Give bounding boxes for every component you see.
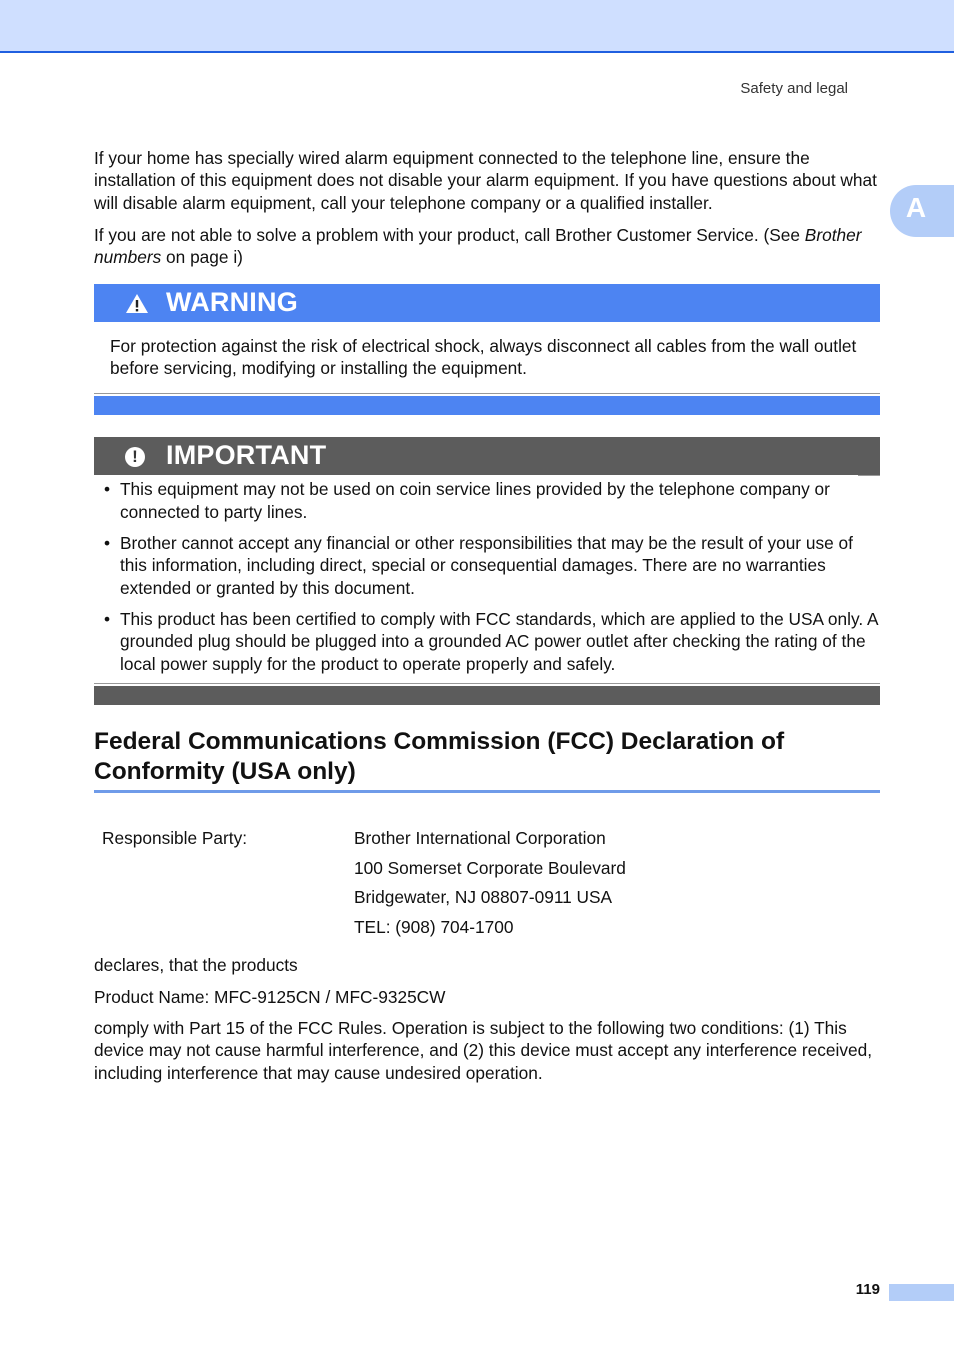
bullet: • [104,608,111,629]
brother-numbers-link[interactable]: Brother numbers [94,225,862,268]
list-item [94,532,880,600]
page-number-tab [889,1284,954,1301]
responsible-party-label: Responsible Party: [102,828,248,848]
warning-title: WARNING [166,287,298,317]
party-street: 100 Somerset Corporate Boulevard [354,857,626,878]
compliance-paragraph: comply with Part 15 of the FCC Rules. Operation is subject to the following two conditions: (1) This device may not cause harmful interference, and (2) this device must accept any interference received, including interference that may cause undesired operation. [94,1018,873,1083]
warning-end-band [94,396,880,415]
running-header: Safety and legal [740,80,848,97]
responsible-party-address [354,828,626,946]
bullet: • [104,532,111,553]
page-number: 119 [855,1281,880,1298]
party-city: Bridgewater, NJ 08807-0911 USA [354,887,613,907]
important-bar-edge [858,475,880,476]
important-list [94,478,880,684]
heading-underline [94,790,880,793]
chapter-tab-letter: A [905,192,927,223]
party-name: Brother International Corporation [354,828,606,848]
warning-triangle-icon [125,293,149,314]
top-header-band [0,0,954,53]
important-title: IMPORTANT [166,440,327,470]
list-item-text: This equipment may not be used on coin service lines provided by the telephone company or connected to party lines. [120,479,830,522]
party-phone: TEL: (908) 704-1700 [354,916,514,937]
customer-service-paragraph [94,224,880,269]
list-item-text: Brother cannot accept any financial or other responsibilities that may be the result of your use of this information, including direct, special or consequential damages. There are no warranties extended or granted by this document. [120,532,853,598]
product-name-text: Product Name: MFC-9125CN / MFC-9325CW [94,987,446,1007]
important-end-band [94,686,880,705]
page-reference-text: on page i) [161,247,243,268]
alarm-paragraph: If your home has specially wired alarm equipment connected to the telephone line, ensure the installation of this equipment does not disable your alarm equipment. If you have questions about what will disable alarm equipment, call your telephone company or a qualified installer. [94,148,877,213]
bullet: • [104,479,111,499]
important-divider [94,683,880,684]
chapter-tab [890,185,954,237]
customer-service-text: If you are not able to solve a problem with your product, call Brother Customer Service. (See [94,225,805,245]
important-exclamation-icon: ! [125,447,145,467]
list-item [94,478,880,523]
fcc-section-heading: Federal Communications Commission (FCC) Declaration of Conformity (USA only) [94,728,785,785]
declares-text: declares, that the products [94,955,298,975]
warning-title-bar [94,284,880,322]
warning-divider [94,393,880,394]
important-title-bar [94,437,880,475]
warning-text: For protection against the risk of electrical shock, always disconnect all cables from the wall outlet before servicing, modifying or installing the equipment. [110,336,857,379]
list-item [94,608,880,676]
list-item-text: This product has been certified to comply with FCC standards, which are applied to the USA only. A grounded plug should be plugged into a grounded AC power outlet after checking the rating of the local power supply for the product to operate properly and safely. [120,608,878,674]
